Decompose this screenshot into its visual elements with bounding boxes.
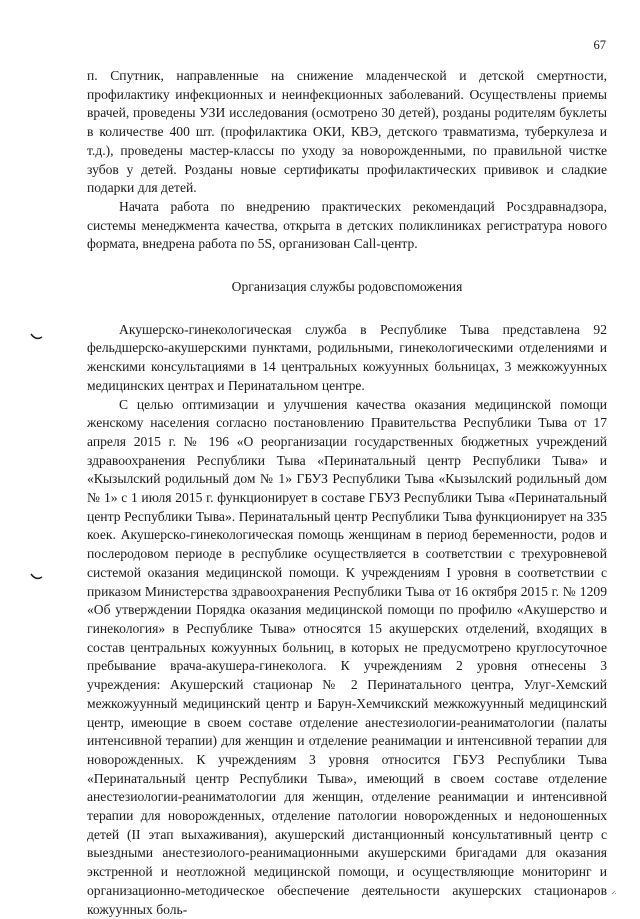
paragraph-1: п. Спутник, направленные на снижение младенческой и детской смертности, профилактику инфекционных и неинфекционных заболеваний. Осуществлены приемы врачей, проведены УЗИ исследования (осмотрено 30 детей), розданы родителям буклеты в количестве 400 шт. (профилактика ОКИ, КВЭ, детского травматизма, туберкулеза и т.д.), проведены мастер-классы по уходу за новорожденными, по правильной чистке зубов у детей. Розданы новые сертификаты профилактических прививок и сладкие подарки для детей. [87,68,607,196]
document-body [87,67,607,919]
paragraph-4: С целью оптимизации и улучшения качества оказания медицинской помощи женскому населения согласно постановлению Правительства Республики Тыва от 17 апреля 2015 г. № 196 «О реорганизации государственных бюджетных учреждений здравоохранения Республики Тыва «Перинатальный центр Республики Тыва» и «Кызылский родильный дом № 1» ГБУЗ Республики Тыва «Кызылский родильный дом № 1» с 1 июля 2015 г. функционирует в составе ГБУЗ Республики Тыва «Перинатальный центр Республики Тыва». Перинатальный центр Республики Тыва функционирует на 335 коек. Акушерско-гинекологическая помощь женщинам в период беременности, родов и послеродовом периоде в республике осуществляется в соответствии с трехуровневой системой оказания медицинской помощи. К учреждениям I уровня в соответствии с приказом Министерства здравоохранения Республики Тыва от 16 октября 2015 г. № 1209 «Об утверждении Порядка оказания медицинской помощи по профилю «Акушерство и гинекология» в Республике Тыва» относятся 15 акушерских отделений, входящих в состав центральных кожуунных больниц, в которых не предусмотрено круглосуточное пребывание врача-акушера-гинеколога. К учреждениям 2 уровня отнесены 3 учреждения: Акушерский стационар № 2 Перинатального центра, Улуг-Хемский межкожуунный медицинский центр и Барун-Хемчикский межкожуунный медицинский центр, имеющие в своем составе отделение анестезиологии-реаниматологии (палаты интенсивной терапии) для женщин и отделение реанимации и интенсивной терапии для новорожденных. К учреждениям 3 уровня относится ГБУЗ Республики Тыва «Перинатальный центр Республики Тыва», имеющий в своем составе отделение анестезиологии-реаниматологии для женщин, отделение реанимации и интенсивной терапии для новорожденных, отделение патологии новорожденных и недоношенных детей (II этап выхаживания), акушерский дистанционный консультативный центр с выездными анестезиолого-реанимационными акушерскими бригадами для оказания экстренной и неотложной медицинской помощи, и осуществляющие мониторинг и организационно-методическое обеспечение деятельности акушерских стационаров кожуунных боль- [87,396,607,917]
binding-mark-icon [30,573,43,581]
scan-speck-icon [610,883,618,891]
page-number: 67 [593,38,606,52]
section-heading: Организация службы родовспоможения [231,279,463,295]
paragraph-2: Начата работа по внедрению практических рекомендаций Росздравнадзора, системы менеджмента качества, открыта в детских поликлиниках регистратура нового формата, внедрена работа по 5S, организован Call-центр. [87,198,607,252]
paragraph-3: Акушерско-гинекологическая служба в Республике Тыва представлена 92 фельдшерско-акушерскими пунктами, родильными, гинекологическими отделениями и женскими консультациями в 14 центральных кожуунных больницах, 3 межкожуунных медицинских центрах и Перинатальном центре. [87,321,607,393]
binding-mark-icon [30,333,43,341]
